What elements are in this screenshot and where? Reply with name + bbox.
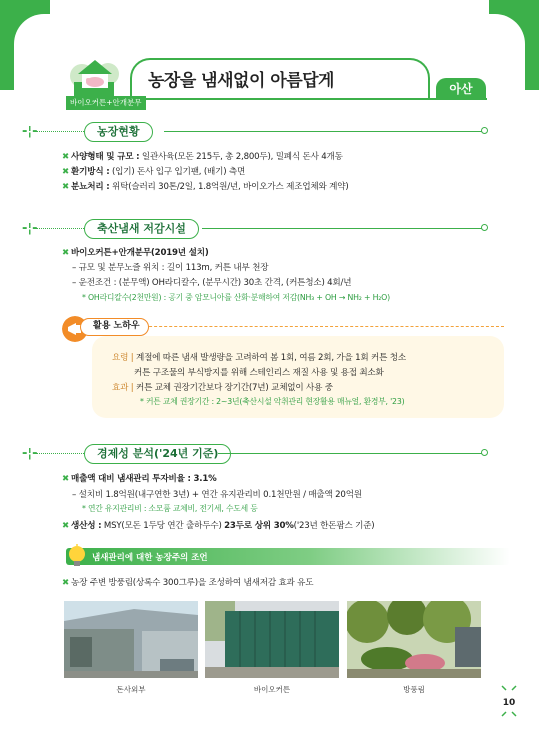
photo-barn-exterior — [64, 601, 198, 678]
tip-rule — [134, 326, 504, 327]
cross-marker-icon: -¦- — [22, 221, 38, 236]
economy-main: ✖ 매출액 대비 냄새관리 투자비율 : 3.1% — [62, 474, 217, 484]
economy-note: * 연간 유지관리비 : 소모품 교체비, 전기세, 수도세 등 — [82, 504, 258, 513]
advice-title: 냄새관리에 대한 농장주의 조언 — [92, 553, 208, 563]
economy-sub-1: – 설치비 1.8억원(내구연한 3년) + 연간 유지관리비 0.1천만원 / 매출액 20억원 — [72, 490, 362, 500]
farm-item-1: ✖ 사양형태 및 규모 : 일관사육(모돈 215두, 총 2,800두), 밀폐식 돈사 4개동 — [62, 152, 343, 162]
endpoint-dot-icon — [481, 127, 488, 134]
farm-item-2: ✖ 환기방식 : (입기) 돈사 입구 입기팬, (배기) 측면 — [62, 167, 246, 177]
lightbulb-icon — [66, 544, 88, 568]
cross-marker-icon: -¦- — [22, 446, 38, 461]
photo-caption: 바이오커튼 — [253, 685, 291, 694]
facility-sub-1: – 규모 및 분무노즐 위치 : 길이 113m, 커튼 내부 천장 — [72, 263, 269, 273]
header-rule — [110, 98, 487, 100]
section-title: 농장현황 — [84, 122, 153, 142]
tip-line-1: 요령 | 계절에 따른 냄새 발생량을 고려하여 봄 1회, 여름 2회, 가을 1회 커튼 청소 — [112, 353, 406, 363]
endpoint-dot-icon — [481, 449, 488, 456]
cross-marker-icon: -¦- — [22, 124, 38, 139]
tip-title: 활용 노하우 — [80, 318, 149, 336]
photo-caption: 방풍림 — [403, 685, 425, 694]
endpoint-dot-icon — [481, 224, 488, 231]
facility-note: * OH라디칼수(2천만원) : 공기 중 암모니아를 산화·분해하여 저감(NH₃ + OH → NH₂ + H₂O) — [82, 293, 390, 302]
farm-item-3: ✖ 분뇨처리 : 위탁(슬러리 30톤/2일, 1.8억원/년, 바이오가스 제조업체와 계약) — [62, 182, 349, 192]
section-title: 경제성 분석('24년 기준) — [84, 444, 231, 464]
tip-line-2: 효과 | 커튼 교체 권장기간보다 장기간(7년) 교체없이 사용 중 — [112, 383, 333, 393]
tip-note: * 커튼 교체 권장기간 : 2~3년(축산시설 악취관리 현장활용 매뉴얼, 환경부, '23) — [140, 397, 405, 406]
region-tag: 아산 — [436, 78, 486, 100]
photo-caption: 돈사외부 — [116, 685, 146, 694]
method-tag: 바이오커튼+안개분무 — [66, 96, 146, 110]
page-number: 10 — [502, 698, 516, 708]
corner-cutout-left — [14, 14, 64, 104]
section-facility-heading — [22, 219, 522, 239]
productivity-line: ✖ 생산성 : MSY(모돈 1두당 연간 출하두수) 23두로 상위 30%('23년 한돈팜스 기준) — [62, 521, 375, 531]
facility-main: ✖ 바이오커튼+안개분무(2019년 설치) — [62, 248, 209, 258]
photo-windbreak — [347, 601, 481, 678]
facility-sub-2: – 운전조건 : (분무액) OH라디칼수, (분무시간) 30초 간격, (커튼청소) 4회/년 — [72, 278, 352, 288]
tip-line-1b: 커튼 구조물의 부식방지를 위해 스테인리스 재질 사용 및 용접 최소화 — [134, 368, 384, 378]
photo-bio-curtain — [205, 601, 339, 678]
page-title: 농장을 냄새없이 아름답게 — [148, 71, 334, 91]
section-title: 축산냄새 저감시설 — [84, 219, 199, 239]
barn-pig-icon — [68, 52, 122, 98]
section-economy-heading — [22, 444, 522, 464]
advice-item: ✖ 농장 주변 방풍림(상록수 300그루)을 조성하여 냄새저감 효과 유도 — [62, 578, 314, 588]
section-farm-heading — [22, 122, 522, 142]
